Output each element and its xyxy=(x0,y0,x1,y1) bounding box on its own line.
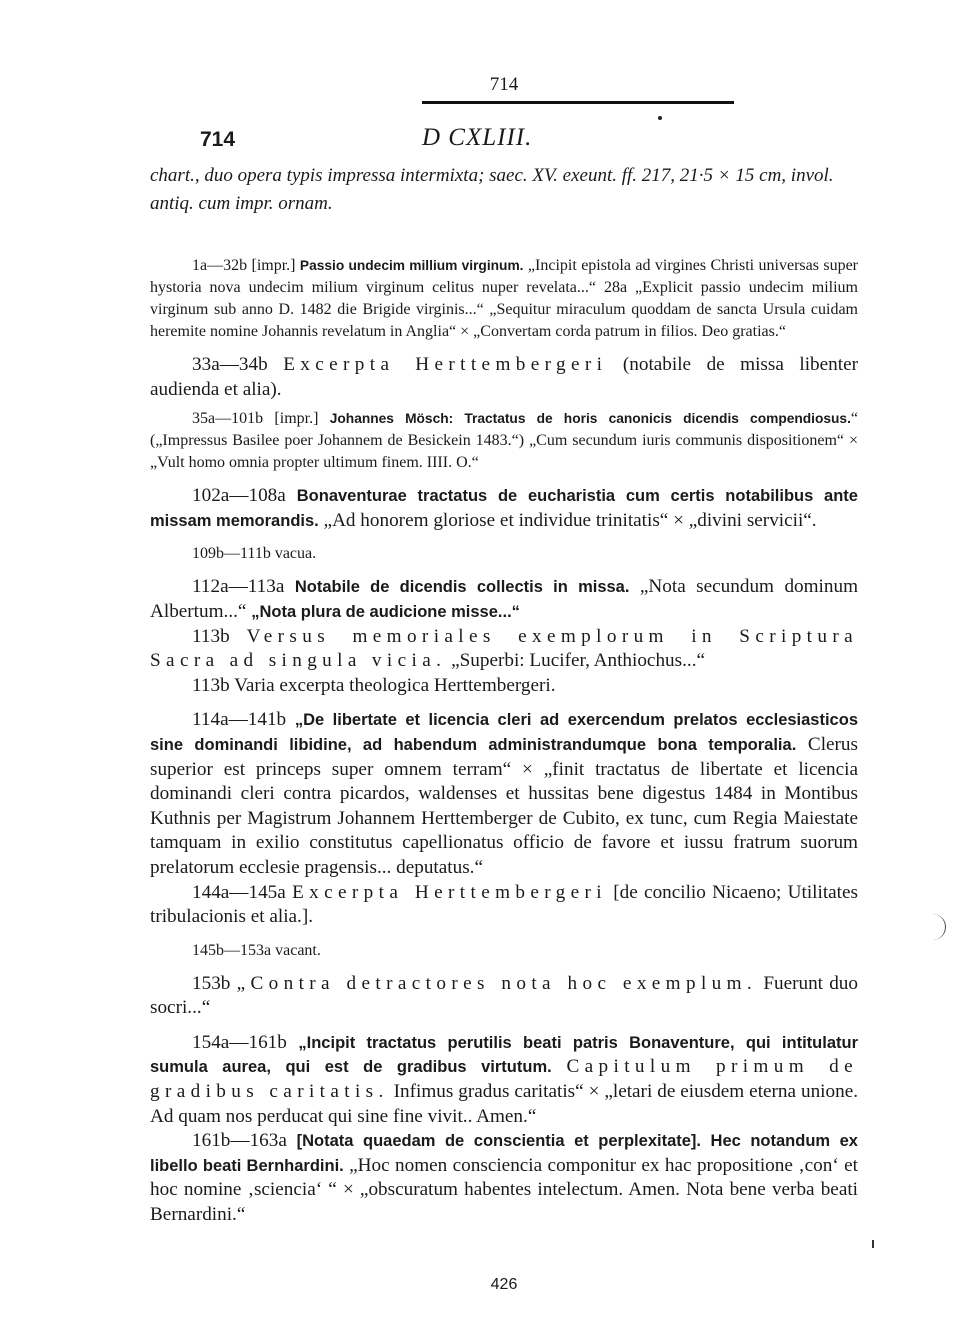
item-6-ref: 112a—113a xyxy=(192,576,295,598)
item-12-spaced: „Contra detractores nota hoc exemplum. xyxy=(236,972,758,994)
item-14-title: [Notata quaedam de conscientia et perplexitate]. Hec notandum ex libello beati Bernhardini. xyxy=(150,1132,858,1175)
shelfmark: D CXLIII. xyxy=(422,124,533,151)
item-8 xyxy=(150,674,858,699)
item-10 xyxy=(150,881,858,930)
codex-description: chart., duo opera typis impressa intermixta; saec. XV. exeunt. ff. 217, 21·5 × 15 cm, invol. antiq. cum impr. ornam. xyxy=(150,165,834,214)
item-6-title: Notabile de dicendis collectis in missa. xyxy=(294,578,630,597)
item-9-ref: 114a—141b xyxy=(192,709,295,731)
item-4-title: Bonaventurae tractatus de eucharistia cum certis notabilibus ante missam memorandis. xyxy=(150,487,858,530)
item-6-text: „Nota secundum dominum Albertum...“ xyxy=(150,576,859,622)
item-11-ref: 145b—153a xyxy=(192,941,272,959)
item-2-ref: 33a—34b xyxy=(192,354,284,375)
item-1-ref: 1a—32b [impr.] xyxy=(192,257,300,274)
item-13-text xyxy=(552,1056,567,1077)
item-10-spaced: Excerpta Herttembergeri xyxy=(292,881,608,903)
running-head: 714 xyxy=(489,74,519,95)
item-11 xyxy=(150,940,858,962)
contents-list xyxy=(150,255,858,1228)
item-2-text: (notabile de missa libenter audienda et alia). xyxy=(150,354,858,400)
item-12-text: Fuerunt duo socri...“ xyxy=(150,972,858,1019)
item-13 xyxy=(150,1031,858,1129)
item-8-ref: 113b xyxy=(192,674,230,696)
margin-bracket-mark xyxy=(931,914,946,940)
speck-mark xyxy=(658,116,662,120)
item-1-text: „Incipit epistola ad virgines Christi universas super hystoria nova undecim milium virginum celitus nuper revelata...“ 28a „Explicit passio undecim milium virginum sub anno D. 1482 die Brigide virginis...“ „Sequitur miraculum quoddam de sancta Ursula cuidam heremite nomine Johannis revelatum in Anglia“ × „Convertam corda patrum in filios. Deo gratias.“ xyxy=(150,257,859,340)
item-9-text: Clerus superior est princeps super omnem terram“ × „finit tractatus de libertate et licencia dominandi cleri contra picardos, waldenses et hussitas bene digestus 1484 in Montibus Kuthnis per Magistrum Johannem Herttemberger de Cubito, ex tunc, cum Regia Maiestate tamquam in exilio constitutus capellionatus officio de favore et iussu fratrum suorum prelatorum ecclesie pragensis... deputatus.“ xyxy=(150,733,858,878)
item-11-text: vacant. xyxy=(271,941,321,959)
item-5 xyxy=(150,543,858,565)
item-9 xyxy=(150,708,858,880)
item-2 xyxy=(150,353,858,402)
header-rule xyxy=(422,101,734,104)
item-3-ref: 35a—101b [impr.] xyxy=(192,410,330,428)
item-3-text: “ („Impressus Basilee poer Johannem de Besickein 1483.“) „Cum secundum iuris communis dispositionem“ × „Vult homo omnia propter ultimum finem. IIII. O.“ xyxy=(150,410,859,472)
item-13-title: „Incipit tractatus perutilis beati patris Bonaventure, qui intitulatur sumula aurea, qui est de gradibus virtutum. xyxy=(150,1033,858,1077)
item-13-spaced: Capitulum primum de gradibus caritatis. xyxy=(150,1056,858,1103)
entry-number: 714 xyxy=(200,128,236,151)
item-1 xyxy=(150,255,858,343)
item-7-text: „Superbi: Lucifer, Anthiochus...“ xyxy=(446,650,706,672)
item-14-text: „Hoc nomen consciencia componitur ex hac propositione ‚con‘ et hoc nomine ‚sciencia‘ “ × „obscuratum habentes intelectum. Amen. Nota bene verba beati Bernardini.“ xyxy=(150,1154,859,1226)
item-5-ref: 109b—111b xyxy=(192,545,271,563)
item-4-ref: 102a—108a xyxy=(192,485,297,507)
page xyxy=(150,0,858,1334)
item-1-title: Passio undecim millium virginum. xyxy=(299,258,524,273)
item-3-title: Johannes Mösch: Tractatus de horis canonicis dicendis compendiosus. xyxy=(329,411,851,427)
item-10-text: [de concilio Nicaeno; Utilitates tribulacionis et alia.]. xyxy=(150,881,858,928)
item-8-text: Varia excerpta theologica Herttembergeri. xyxy=(229,674,556,696)
item-13-text2: Infimus gradus caritatis“ × „letari de eiusdem eterna unione. Ad quam nos perducat qui sine fine vivit.. Amen.“ xyxy=(150,1081,859,1127)
item-14-ref: 161b—163a xyxy=(192,1130,297,1152)
item-7-ref: 113b xyxy=(192,625,247,647)
item-13-ref: 154a—161b xyxy=(192,1031,299,1053)
margin-tick-mark xyxy=(872,1240,874,1248)
item-5-text: vacua. xyxy=(270,545,317,563)
item-2-spaced: Excerpta Herttembergeri xyxy=(283,354,608,375)
item-4-text: „Ad honorem gloriose et individue trinitatis“ × „divini servicii“. xyxy=(318,509,817,531)
item-9-title: „De libertate et licencia cleri ad exercendum prelatos ecclesiasticos sine dominandi libidine, ad habendum administrandumque bona temporalia. xyxy=(150,711,858,754)
item-14 xyxy=(150,1129,858,1227)
page-number: 426 xyxy=(490,1276,518,1293)
item-7 xyxy=(150,625,858,674)
item-10-ref: 144a—145a xyxy=(192,881,293,903)
item-7-spaced: Versus memoriales exemplorum in Scriptura Sacra ad singula vicia. xyxy=(150,625,858,672)
item-3 xyxy=(150,408,858,474)
item-12 xyxy=(150,972,858,1021)
item-12-ref: 153b xyxy=(192,972,237,994)
item-4 xyxy=(150,484,858,533)
item-6-title2: „Nota plura de audicione misse...“ xyxy=(251,602,520,621)
item-6 xyxy=(150,575,858,624)
